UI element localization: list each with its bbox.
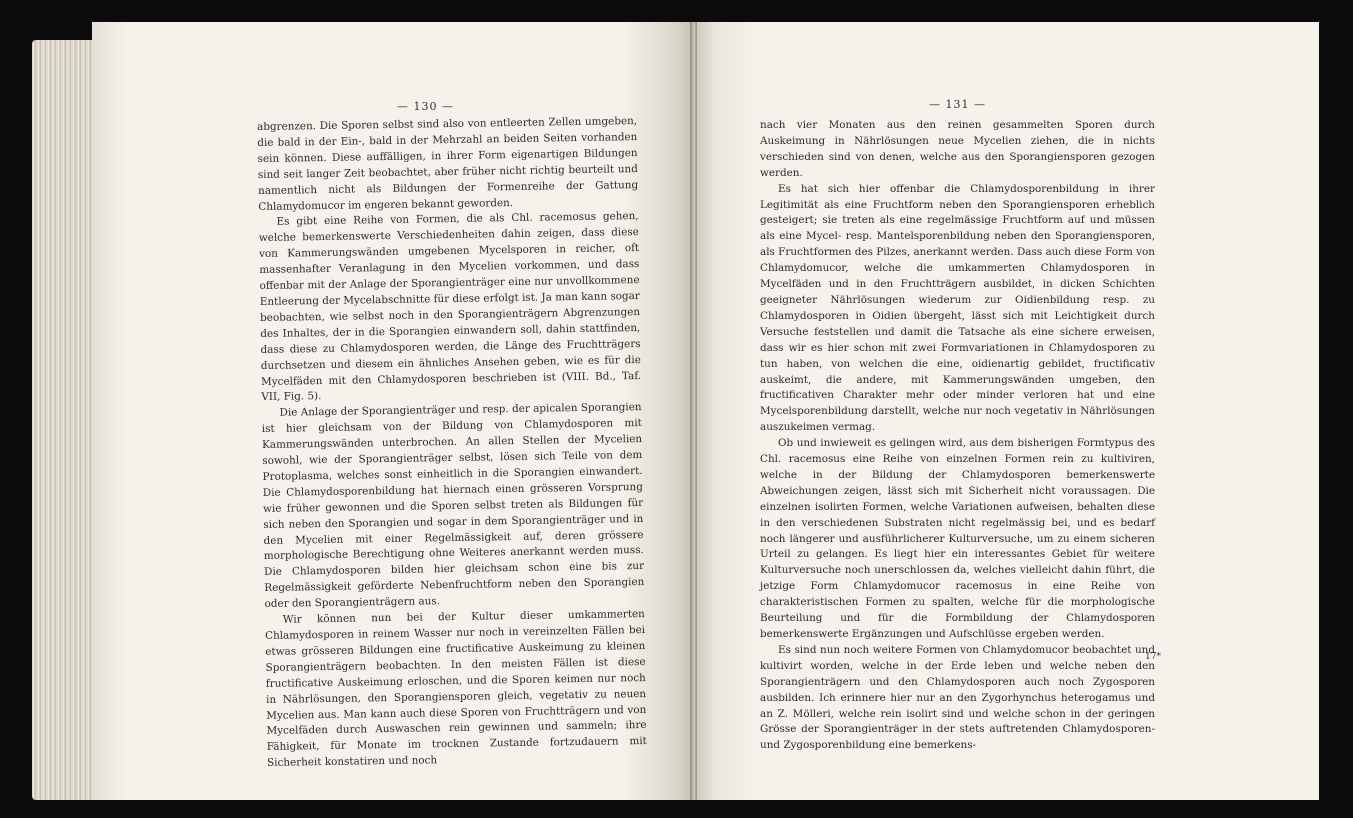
paragraph: abgrenzen. Die Sporen selbst sind also von entleerten Zellen umgeben, die bald in der Ein-, bald in der Mehrzahl an beiden Seiten vorhanden sein können. Diese auffälligen, in ihrer Form eigenartigen Bildungen sind seit langer Zeit beobachtet, aber früher nicht richtig beurteilt und namentlich nicht als Bildungen der Formenreihe der Gattung Chlamydomucor im engeren bekannt geworden. xyxy=(257,115,639,213)
left-page-text xyxy=(257,114,647,772)
page-edges xyxy=(32,40,94,800)
paragraph: Ob und inwieweit es gelingen wird, aus dem bisherigen Formtypus des Chl. racemosus eine Reihe von einzelnen Formen rein zu kultiviren, welche in der Bildung der Chlamydosporen bemerkenswerte Abweichungen zeigen, lässt sich mit Sicherheit nicht voraussagen. Die einzelnen isolirten Formen, welche Variationen aufweisen, behalten diese in den verschiedenen Substraten nicht regelmässig bei, und es bedarf noch längerer und ausführlicherer Kulturversuche, um zu einem sicheren Urteil zu gelangen. Es liegt hier ein interessantes Gebiet für weitere Kulturversuche noch unerschlossen da, welches vielleicht dahin führt, die jetzige Form Chlamydomucor racemosus in eine Reihe von charakteristischen Formen zu spalten, welche für die morphologische Beurteilung und für die Formbildung der Chlamydosporen bemerkenswerte Ergänzungen und Aufschlüsse ergeben werden. xyxy=(760,437,1155,640)
paragraph: Es hat sich hier offenbar die Chlamydosporenbildung in ihrer Legitimität als eine Fruchtform neben den Sporangiensporen erheblich gesteigert; sie treten als eine regelmässige Fruchtform auf und müssen als eine Mycel- resp. Mantelsporenbildung neben den Sporangiensporen, als Fruchtformen des Pilzes, anerkannt werden. Dass auch diese Form von Chlamydomucor, welche die umkammerten Chlamydosporen in Mycelfäden und in den Fruchtträgern ausbildet, in dicken Schichten geeigneter Nährlösungen wiederum zur Oidienbildung resp. zu Chlamydosporen in Oidien übergeht, lässt sich mit Leichtigkeit durch Versuche feststellen und damit die Tatsache als eine sichere erweisen, dass wir es hier schon mit zwei Formvariationen in Chlamydosporen zu tun haben, von welchen die eine, oidienartig gebildet, fructificativ auskeimt, die andere, mit Kammerungswänden umgeben, den fructificativen Charakter mehr oder minder verloren hat und eine Mycelsporenbildung darstellt, welche nur noch vegetativ in Nährlösungen auszukeimen vermag. xyxy=(760,182,1155,434)
paragraph: Es gibt eine Reihe von Formen, die als Chl. racemosus gehen, welche bemerkenswerte Verschiedenheiten dahin zeigen, dass diese von Kammerungswänden umgebenen Mycelsporen in reicher, oft massenhafter Veranlagung in den Mycelien vorkommen, und dass offenbar mit der Anlage der Sporangienträger eine nur unvollkommene Entleerung der Mycelabschnitte für diese erfolgt ist. Ja man kann sogar beobachten, wie selbst noch in den Sporangienträgern Abgrenzungen des Inhaltes, der in die Sporangien einwandern soll, dahin stattfinden, dass diese zu Chlamydosporen werden, die Länge des Fruchtträgers durchsetzen und diesem ein ähnliches Ansehen geben, wie es für die Mycelfäden mit den Chlamydosporen beschrieben ist (VIII. Bd., Taf. VII, Fig. 5). xyxy=(258,210,642,404)
right-page-text xyxy=(760,118,1155,754)
left-page-number: — 130 — xyxy=(397,100,454,113)
paragraph: Es sind nun noch weitere Formen von Chlamydomucor beobachtet und kultivirt worden, welche in der Erde leben und welche neben den Sporangienträgern und den Chlamydosporen auch noch Zygosporen ausbilden. Ich erinnere hier nur an den Zygorhynchus heterogamus und an Z. Mölleri, welche rein isolirt sind und welche schon in der geringen Grösse der Sporangienträger in der stets auftretenden Chlamydosporen- und Zygosporenbildung eine bemerkens- xyxy=(760,643,1155,752)
right-page xyxy=(697,22,1319,800)
left-page xyxy=(92,22,692,800)
paragraph: Die Anlage der Sporangienträger und resp. der apicalen Sporangien ist hier gleichsam von der Bildung von Chlamydosporen mit Kammerungswänden unterbrochen. An allen Stellen der Mycelien sowohl, wie der Sporangienträger selbst, lösen sich Teile von dem Protoplasma, welches sonst einheitlich in die Sporangien einwandert. Die Chlamydosporenbildung hat hiernach einen grösseren Vorsprung wie früher gewonnen und die Sporen selbst treten als Bildungen für sich neben den Sporangien und sogar in dem Sporangienträger und in den Mycelien mit einer Regelmässigkeit auf, deren grössere morphologische Berechtigung ohne Weiteres anerkannt werden muss. Die Chlamydosporen bilden hier gleichsam schon eine bis zur Regelmässigkeit geförderte Nebenfruchtform neben den Sporangien oder den Sporangienträgern aus. xyxy=(261,401,645,611)
sheet-signature: 17* xyxy=(1145,652,1161,662)
paragraph: nach vier Monaten aus den reinen gesammelten Sporen durch Auskeimung in Nährlösungen neue Mycelien ziehen, die in nichts verschieden sind von denen, welche aus den Sporangiensporen gezogen werden. xyxy=(760,119,1155,179)
paragraph: Wir können nun bei der Kultur dieser umkammerten Chlamydosporen in reinem Wasser nur noch in vereinzelten Fällen bei etwas grösseren Bildungen eine fructificative Auskeimung zu kleinen Sporangienträgern beobachten. In den meisten Fällen ist diese fructificative Auskeimung erloschen, und die Sporen keimen nur noch in Nährlösungen, den Sporangiensporen gleich, vegetativ zu neuen Mycelien aus. Man kann auch diese Sporen von Fruchtträgern und von Mycelfäden durch Auswaschen rein gewinnen und sammeln; ihre Fähigkeit, für Monate im trocknen Zustande fortzudauern mit Sicherheit konstatiren und noch xyxy=(265,608,647,770)
right-page-number: — 131 — xyxy=(929,98,986,111)
